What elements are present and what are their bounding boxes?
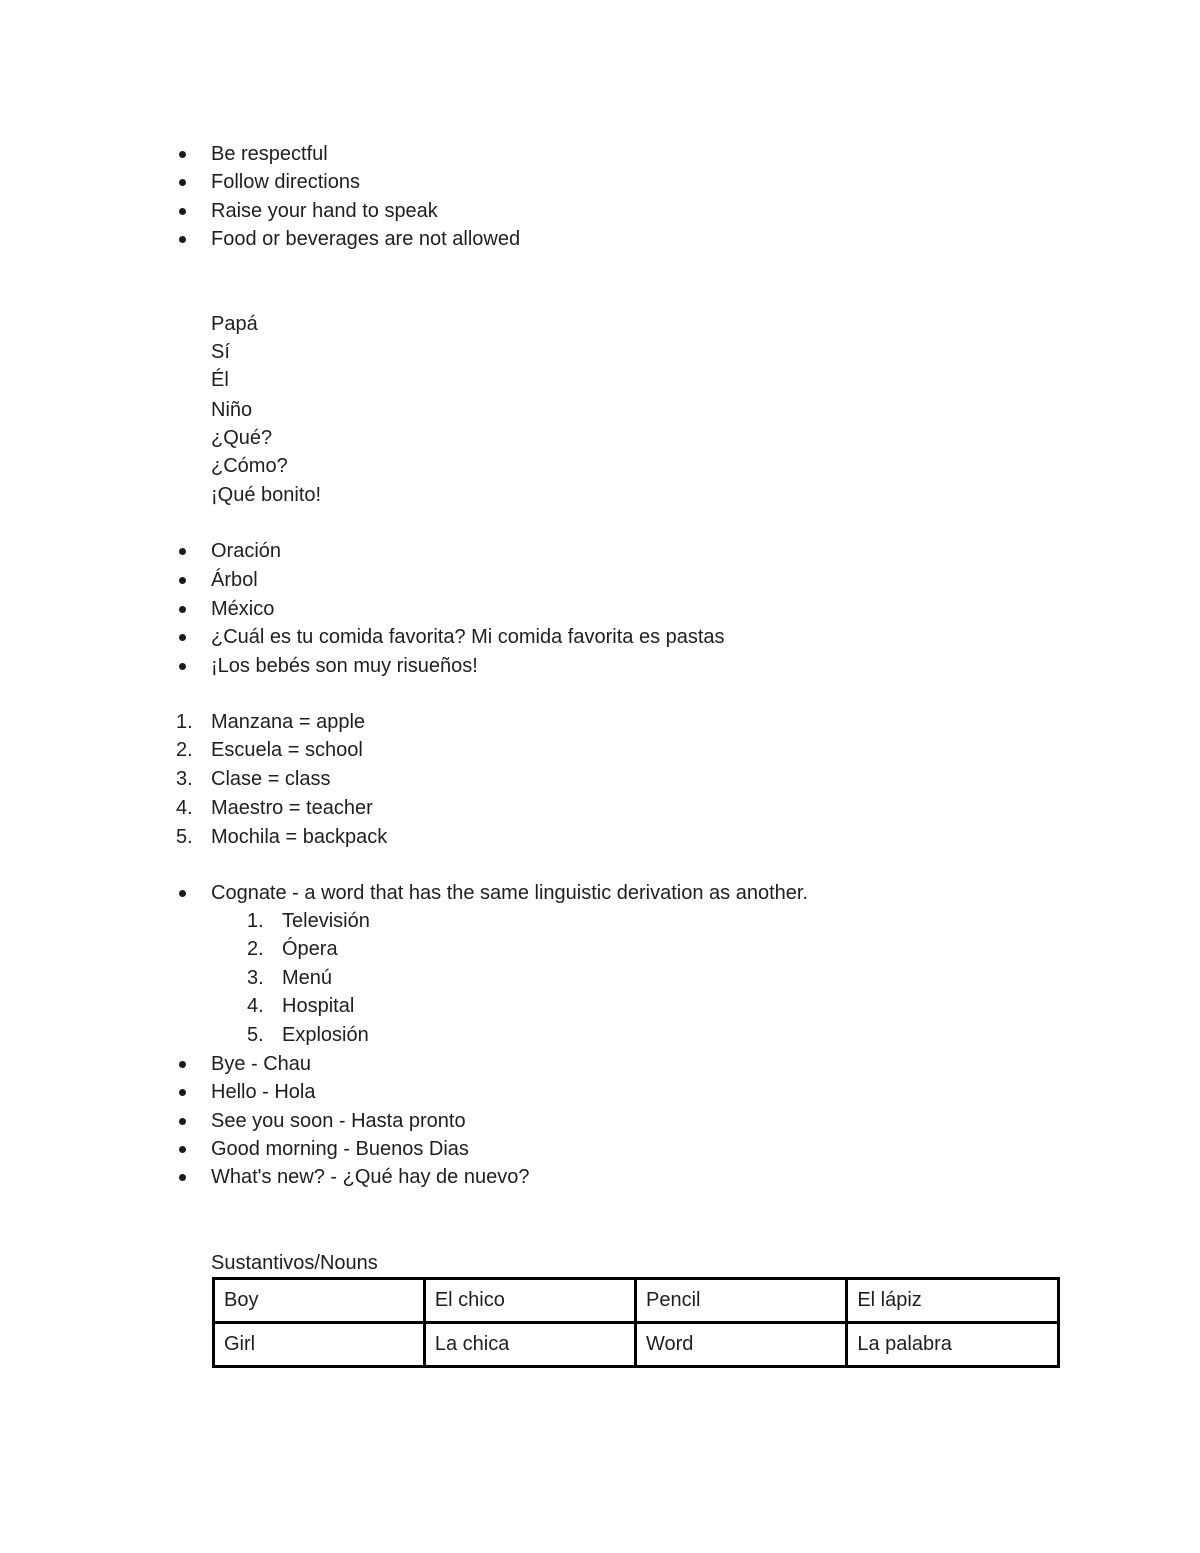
list-number: 2. — [176, 739, 193, 761]
list-item: Ópera — [282, 938, 338, 960]
table-cell: El chico — [424, 1279, 635, 1323]
list-number: 3. — [176, 768, 193, 790]
bullet-icon — [179, 606, 186, 613]
table-cell: El lápiz — [847, 1279, 1059, 1323]
bullet-icon — [179, 1061, 186, 1068]
list-number: 2. — [247, 938, 264, 960]
list-item: Explosión — [282, 1024, 369, 1046]
list-item: Good morning - Buenos Dias — [211, 1138, 469, 1160]
list-item: Escuela = school — [211, 739, 363, 761]
accent-word: Papá — [211, 313, 258, 335]
bullet-icon — [179, 1146, 186, 1153]
list-item: Árbol — [211, 569, 258, 591]
list-item: Menú — [282, 967, 333, 989]
table-caption: Sustantivos/Nouns — [211, 1252, 378, 1274]
list-item: Mochila = backpack — [211, 826, 388, 848]
table-cell: Pencil — [635, 1279, 846, 1323]
list-number: 4. — [247, 995, 264, 1017]
list-item: Hello - Hola — [211, 1081, 316, 1103]
bullet-icon — [179, 1118, 186, 1125]
bullet-icon — [179, 236, 186, 243]
accent-word: Niño — [211, 399, 253, 421]
accent-word: ¿Cómo? — [211, 455, 288, 477]
table-cell: Girl — [214, 1323, 425, 1367]
bullet-icon — [179, 634, 186, 641]
list-item: See you soon - Hasta pronto — [211, 1110, 466, 1132]
list-number: 3. — [247, 967, 264, 989]
table-cell: Word — [635, 1323, 846, 1367]
bullet-icon — [179, 179, 186, 186]
list-item: ¿Cuál es tu comida favorita? Mi comida favorita es pastas — [211, 626, 725, 648]
accent-word: Él — [211, 369, 229, 391]
list-item: México — [211, 598, 275, 620]
list-item: Manzana = apple — [211, 711, 366, 733]
list-number: 4. — [176, 797, 193, 819]
bullet-icon — [179, 151, 186, 158]
table-row — [214, 1323, 1059, 1367]
accent-word: ¿Qué? — [211, 427, 273, 449]
list-item: Bye - Chau — [211, 1053, 312, 1075]
list-item: Televisión — [282, 910, 370, 932]
bullet-icon — [179, 1174, 186, 1181]
bullet-icon — [179, 577, 186, 584]
bullet-icon — [179, 1089, 186, 1096]
list-item: Maestro = teacher — [211, 797, 373, 819]
bullet-icon — [179, 548, 186, 555]
list-item: Food or beverages are not allowed — [211, 228, 521, 250]
list-item: Follow directions — [211, 171, 360, 193]
table-cell: Boy — [214, 1279, 425, 1323]
accent-word: Sí — [211, 341, 230, 363]
list-number: 5. — [247, 1024, 264, 1046]
table-cell: La palabra — [847, 1323, 1059, 1367]
list-number: 1. — [176, 711, 193, 733]
nouns-table — [212, 1277, 1060, 1368]
list-item: Clase = class — [211, 768, 331, 790]
bullet-icon — [179, 208, 186, 215]
bullet-icon — [179, 890, 186, 897]
list-item: Hospital — [282, 995, 355, 1017]
bullet-icon — [179, 663, 186, 670]
list-item: ¡Los bebés son muy risueños! — [211, 655, 478, 677]
accent-word: ¡Qué bonito! — [211, 484, 322, 506]
cognate-definition: Cognate - a word that has the same linguistic derivation as another. — [211, 882, 809, 904]
list-item: Oración — [211, 540, 282, 562]
list-number: 5. — [176, 826, 193, 848]
list-item: Raise your hand to speak — [211, 200, 438, 222]
list-item: Be respectful — [211, 143, 328, 165]
list-number: 1. — [247, 910, 264, 932]
table-row — [214, 1279, 1059, 1323]
list-item: What's new? - ¿Qué hay de nuevo? — [211, 1166, 530, 1188]
table-cell: La chica — [424, 1323, 635, 1367]
